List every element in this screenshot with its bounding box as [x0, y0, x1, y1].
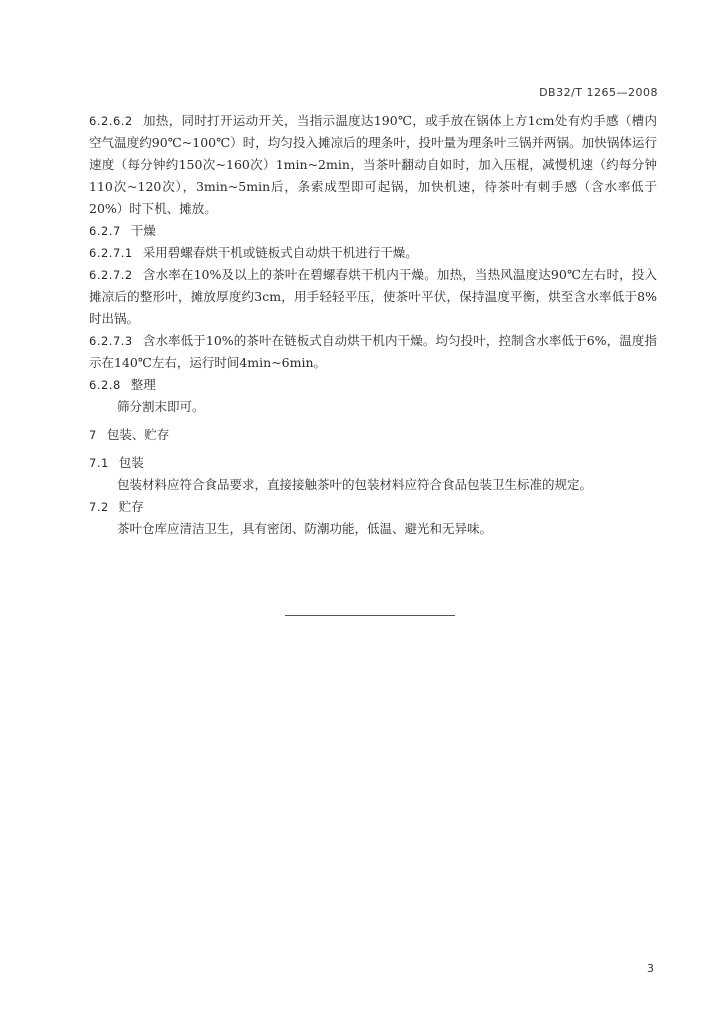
clause-text: 采用碧螺春烘干机或链板式自动烘干机进行干燥。 — [142, 245, 418, 260]
section-7 — [89, 424, 657, 446]
clause-7-1 — [89, 452, 657, 474]
clause-6-2-7-1 — [89, 242, 657, 264]
clause-number: 6.2.7.3 — [89, 334, 133, 348]
clause-number: 6.2.6.2 — [89, 114, 133, 128]
clause-number: 6.2.7 — [89, 224, 121, 238]
page-number: 3 — [647, 962, 654, 975]
clause-heading: 贮存 — [118, 499, 144, 514]
clause-6-2-7-3 — [89, 330, 657, 374]
clause-6-2-8 — [89, 374, 657, 396]
standard-code: DB32/T 1265—2008 — [539, 86, 658, 99]
clause-6-2-7 — [89, 220, 657, 242]
clause-7-2 — [89, 496, 657, 518]
clause-6-2-7-2 — [89, 264, 657, 330]
clause-number: 6.2.7.1 — [89, 246, 133, 260]
clause-7-2-text: 茶叶仓库应清洁卫生，具有密闭、防潮功能，低温、避光和无异味。 — [117, 521, 493, 536]
clause-number: 7.2 — [89, 500, 109, 514]
clause-heading: 整理 — [130, 377, 156, 392]
clause-number: 6.2.8 — [89, 378, 121, 392]
clause-text: 含水率在10%及以上的茶叶在碧螺春烘干机内干燥。加热，当热风温度达90℃左右时，投入摊凉后的整形叶，摊放厚度约3cm，用手轻轻平压，使茶叶平伏，保持温度平衡，烘至含水率低于8%时出锅。 — [89, 267, 657, 326]
clause-text: 含水率低于10%的茶叶在链板式自动烘干机内干燥。均匀投叶，控制含水率低于6%，温度指示在140℃左右，运行时间4min~6min。 — [89, 333, 657, 370]
clause-6-2-6-2 — [89, 110, 657, 220]
end-of-document-rule — [285, 615, 455, 616]
clause-number: 7.1 — [89, 456, 109, 470]
clause-heading: 干燥 — [130, 223, 156, 238]
clause-number: 6.2.7.2 — [89, 268, 133, 282]
document-body — [89, 110, 657, 540]
clause-6-2-8-text: 筛分割末即可。 — [117, 399, 205, 414]
section-number: 7 — [89, 428, 97, 442]
section-heading: 包装、贮存 — [106, 427, 170, 442]
clause-heading: 包装 — [118, 455, 144, 470]
clause-text: 加热，同时打开运动开关，当指示温度达190℃，或手放在锅体上方1cm处有灼手感（槽内空气温度约90℃~100℃）时，均匀投入摊凉后的理条叶，投叶量为理条叶三锅并两锅。加快锅体运行速度（每分钟约150次~160次）1min~2min，当茶叶翻动自如时，加入压棍，减慢机速（约每分钟110次~120次），3min~5min后，条索成型即可起锅，加快机速，待茶叶有刺手感（含水率低于20%）时下机、摊放。 — [89, 113, 657, 216]
clause-7-1-text: 包装材料应符合食品要求，直接接触茶叶的包装材料应符合食品包装卫生标准的规定。 — [117, 477, 593, 492]
